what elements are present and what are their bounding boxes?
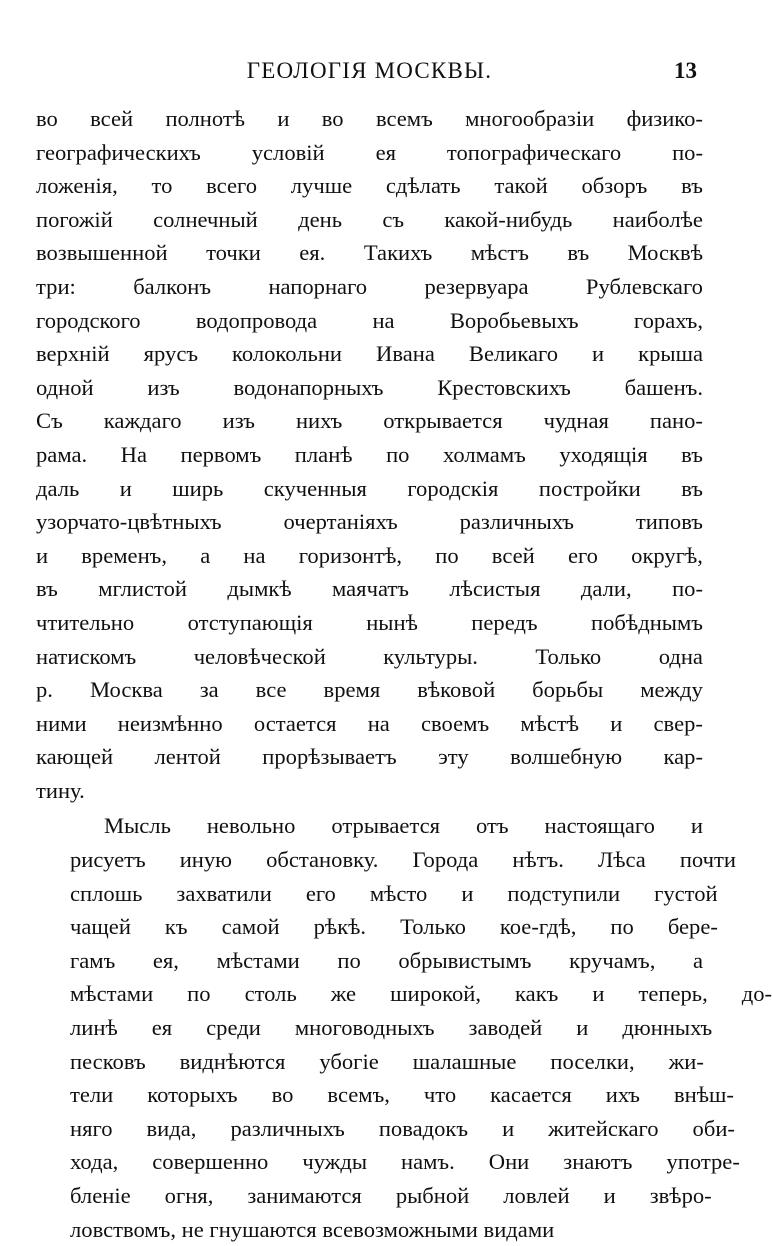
text-line: мѣстами по столь же широкой, какъ и теперь, до- bbox=[70, 981, 772, 1007]
text-line: р. Москва за все время вѣковой борьбы между bbox=[36, 677, 703, 703]
text-line: одной изъ водонапорныхъ Крестовскихъ башенъ. bbox=[36, 374, 703, 400]
text-line: верхній ярусъ колокольни Ивана Великаго и крыша bbox=[36, 341, 703, 367]
text-line: Мысль невольно отрывается отъ настоящаго и bbox=[104, 813, 703, 839]
text-line: тели которыхъ во всемъ, что касается ихъ внѣш- bbox=[70, 1082, 734, 1108]
text-line: гамъ ея, мѣстами по обрывистымъ кручамъ, а bbox=[70, 947, 703, 973]
text-line: песковъ виднѣются убогіе шалашные поселки, жи- bbox=[70, 1048, 704, 1074]
text-line: въ мглистой дымкѣ маячатъ лѣсистыя дали, по- bbox=[36, 576, 703, 602]
paragraph-1 bbox=[36, 102, 703, 807]
text-line: тину. bbox=[36, 777, 85, 803]
text-line: натискомъ человѣческой культуры. Только одна bbox=[36, 643, 703, 669]
text-line: во всей полнотѣ и во всемъ многообразіи физико- bbox=[36, 106, 703, 131]
text-line: няго вида, различныхъ повадокъ и житейскаго оби- bbox=[70, 1115, 735, 1141]
text-line: линѣ ея среди многоводныхъ заводей и дюнныхъ bbox=[70, 1015, 713, 1041]
text-line: сплошь захватили его мѣсто и подступили густой bbox=[70, 880, 718, 906]
text-line: бленіе огня, занимаются рыбной ловлей и звѣро- bbox=[70, 1183, 712, 1208]
text-line: рама. На первомъ планѣ по холмамъ уходящія въ bbox=[36, 441, 703, 467]
body-text bbox=[36, 102, 772, 1246]
text-line: Съ каждаго изъ нихъ открывается чудная пано- bbox=[36, 408, 703, 434]
text-line: рисуетъ иную обстановку. Города нѣтъ. Лѣса почти bbox=[70, 847, 736, 873]
text-line: три: балконъ напорнаго резервуара Рублевскаго bbox=[36, 273, 703, 299]
text-line: узорчато-цвѣтныхъ очертаніяхъ различныхъ типовъ bbox=[36, 509, 703, 535]
text-line: ложенія, то всего лучше сдѣлать такой обзоръ въ bbox=[36, 173, 703, 199]
text-line: географическихъ условій ея топографическаго по- bbox=[36, 139, 703, 165]
text-line: чтительно отступающія нынѣ передъ побѣднымъ bbox=[36, 609, 703, 635]
text-line: даль и ширь скученныя городскія постройки въ bbox=[36, 475, 703, 501]
text-line: кающей лентой прорѣзываетъ эту волшебную кар- bbox=[36, 744, 703, 770]
paragraph-2 bbox=[36, 809, 772, 1246]
text-line: чащей къ самой рѣкѣ. Только кое-гдѣ, по бере- bbox=[70, 914, 718, 940]
text-line: ловствомъ, не гнушаются всевозможными видами bbox=[70, 1216, 555, 1242]
page-number: 13 bbox=[674, 58, 697, 83]
text-line: ними неизмѣнно остается на своемъ мѣстѣ и свер- bbox=[36, 710, 703, 736]
text-line: погожій солнечный день съ какой-нибудь наиболѣе bbox=[36, 206, 703, 232]
text-line: хода, совершенно чужды намъ. Они знаютъ употре- bbox=[70, 1149, 740, 1175]
text-line: и временъ, а на горизонтѣ, по всей его округѣ, bbox=[36, 542, 703, 568]
page-header bbox=[36, 52, 703, 96]
text-line: городского водопровода на Воробьевыхъ горахъ, bbox=[36, 307, 703, 333]
running-title: ГЕОЛОГІЯ МОСКВЫ. bbox=[246, 58, 493, 83]
text-line: возвышенной точки ея. Такихъ мѣстъ въ Москвѣ bbox=[36, 240, 703, 266]
